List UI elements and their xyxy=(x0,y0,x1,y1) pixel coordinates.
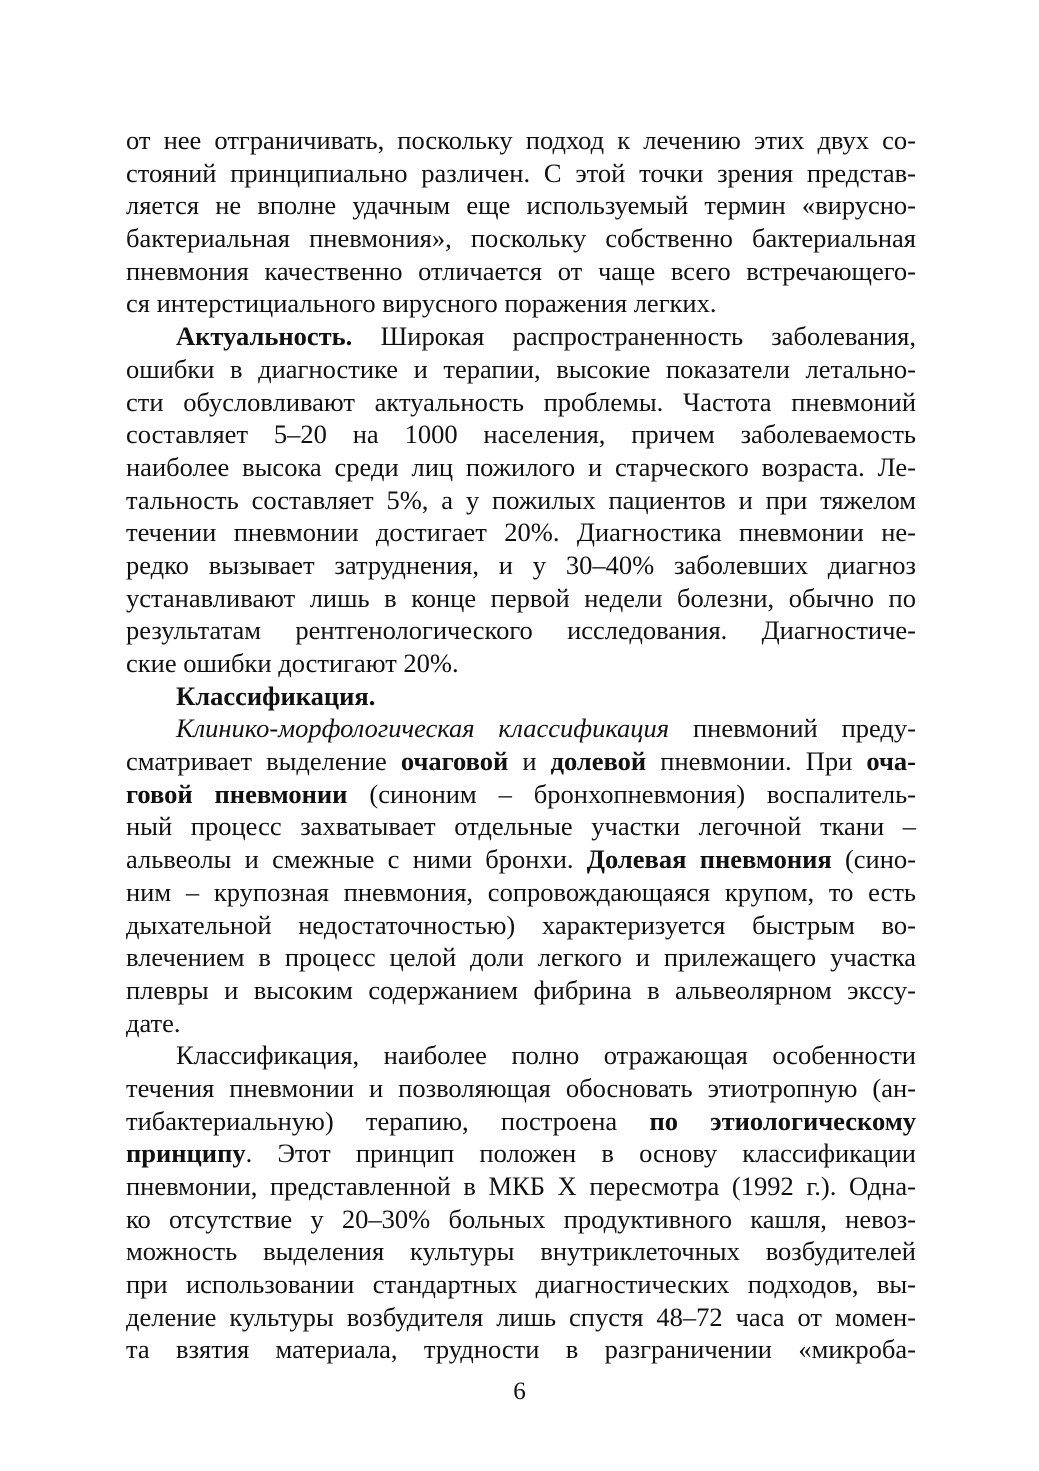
text-line: результатам рентгенологического исследования. Диагностиче- xyxy=(126,615,916,646)
section-heading: Классификация. xyxy=(176,680,376,711)
bold-term: говой пневмонии xyxy=(126,778,348,809)
text-line: сти обусловливают актуальность проблемы. Частота пневмоний xyxy=(126,386,916,417)
italic-term: Клинико-морфологическая классификация xyxy=(176,713,670,744)
text-line: та взятия материала, трудности в разграничении «микроба- xyxy=(126,1334,916,1365)
text-line: тальность составляет 5%, а у пожилых пациентов и при тяжелом xyxy=(126,484,916,515)
text-line: наиболее высока среди лиц пожилого и старческого возраста. Ле- xyxy=(126,451,916,482)
text-segment: сматривает выделение xyxy=(126,746,401,777)
text-line: стояний принципиально различен. С этой точки зрения представ- xyxy=(126,157,916,188)
text-line: плевры и высоким содержанием фибрина в альвеолярном экссу- xyxy=(126,974,916,1005)
text-segment: (сино- xyxy=(831,844,916,875)
text-line: течения пневмонии и позволяющая обосновать этиотропную (ан- xyxy=(126,1072,916,1103)
text-line xyxy=(126,843,916,876)
bold-term: Долевая пневмония xyxy=(586,844,832,875)
paragraph-clinical-classification xyxy=(126,712,916,1039)
text-line: Классификация, наиболее полно отражающая особенности xyxy=(176,1040,916,1071)
text-line xyxy=(126,1105,916,1138)
text-line: течении пневмонии достигает 20%. Диагностика пневмонии не- xyxy=(126,517,916,548)
text-line: бактериальная пневмония», поскольку собственно бактериальная xyxy=(126,223,916,254)
text-segment: и xyxy=(508,746,551,777)
bold-term: принципу xyxy=(126,1138,246,1169)
text-segment: Широкая распространенность заболевания, xyxy=(352,321,916,352)
text-line: пневмония качественно отличается от чаще всего встречающего- xyxy=(126,255,916,286)
text-line: ошибки в диагностике и терапии, высокие показатели летально- xyxy=(126,353,916,384)
text-line: ко отсутствие у 20–30% больных продуктивного кашля, невоз- xyxy=(126,1203,916,1234)
paragraph-etiological-classification xyxy=(126,1039,916,1366)
text-line: ним – крупозная пневмония, сопровождающаяся крупом, то есть xyxy=(126,876,916,907)
text-line: редко вызывает затруднения, и у 30–40% заболевших диагноз xyxy=(126,549,916,580)
text-line: от нее отграничивать, поскольку подход к лечению этих двух со- xyxy=(126,125,916,155)
text-line: дате. xyxy=(126,1007,181,1038)
relevance-heading: Актуальность. xyxy=(176,321,353,352)
text-line xyxy=(126,778,916,811)
bold-term: очаговой xyxy=(400,746,509,777)
text-line: ские ошибки достигают 20%. xyxy=(126,648,459,678)
text-line: составляет 5–20 на 1000 населения, причем заболеваемость xyxy=(126,419,916,450)
text-line: можность выделения культуры внутриклеточных возбудителей xyxy=(126,1236,916,1267)
text-segment: тибактериальную) терапию, построена xyxy=(126,1105,650,1136)
page-number: 6 xyxy=(513,1378,526,1405)
text-line: устанавливают лишь в конце первой недели болезни, обычно по xyxy=(126,582,916,613)
text-line xyxy=(126,1137,916,1170)
text-segment: пневмонии. При xyxy=(646,746,867,777)
text-line: влечением в процесс целой доли легкого и прилежащего участка xyxy=(126,942,916,973)
body-text xyxy=(126,124,916,1366)
paragraph-relevance xyxy=(126,320,916,680)
bold-term: по этиологическому xyxy=(649,1105,916,1136)
paragraph-continuation xyxy=(126,124,916,320)
text-segment: (синоним – бронхопневмония) воспалитель- xyxy=(347,778,916,809)
text-line xyxy=(126,320,916,353)
text-line: ный процесс захватывает отдельные участки легочной ткани – xyxy=(126,811,916,842)
text-line: деление культуры возбудителя лишь спустя 48–72 часа от момен- xyxy=(126,1301,916,1332)
text-line xyxy=(126,745,916,778)
text-line: ляется не вполне удачным еще используемый термин «вирусно- xyxy=(126,190,916,221)
text-line xyxy=(126,712,916,745)
text-line: пневмонии, представленной в МКБ X пересмотра (1992 г.). Одна- xyxy=(126,1171,916,1201)
text-segment: . Этот принцип положен в основу классификации xyxy=(245,1138,916,1169)
bold-term: оча- xyxy=(866,746,916,777)
text-segment: альвеолы и смежные с ними бронхи. xyxy=(126,844,587,875)
bold-term: долевой xyxy=(550,746,647,777)
text-line: при использовании стандартных диагностических подходов, вы- xyxy=(126,1269,916,1300)
text-segment: пневмоний преду- xyxy=(669,713,916,744)
text-line: дыхательной недостаточностью) характеризуется быстрым во- xyxy=(126,909,916,940)
text-line: ся интерстициального вирусного поражения легких. xyxy=(126,288,717,319)
